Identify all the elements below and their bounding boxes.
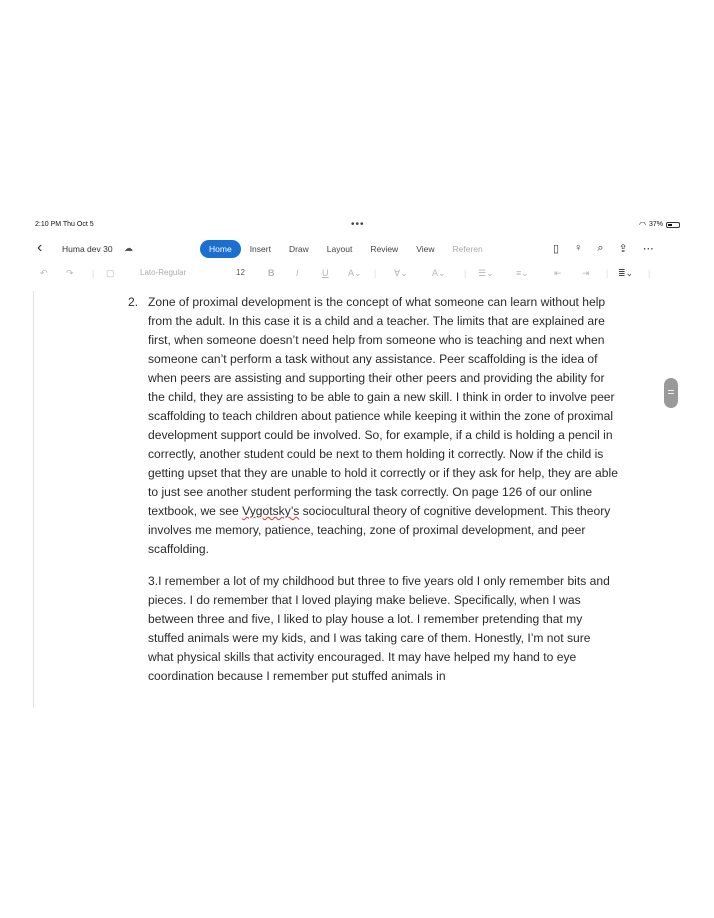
ribbon-divider: | bbox=[92, 268, 95, 278]
bold-icon[interactable]: B bbox=[268, 268, 275, 278]
format-ribbon bbox=[0, 265, 714, 285]
tab-review[interactable]: Review bbox=[370, 244, 399, 254]
scroll-handle[interactable] bbox=[664, 378, 678, 408]
toolbar-icons bbox=[553, 242, 654, 255]
multitask-dots[interactable]: ••• bbox=[351, 219, 365, 230]
list-number: 2. bbox=[128, 295, 139, 309]
battery-icon bbox=[666, 222, 680, 228]
share-icon[interactable]: ⇪ bbox=[618, 243, 628, 255]
bullets-icon[interactable]: ☰⌄ bbox=[478, 268, 494, 278]
outdent-icon[interactable]: ⇥ bbox=[582, 268, 590, 278]
more-icon[interactable]: ⋯ bbox=[642, 243, 654, 255]
battery-percent: 37% bbox=[648, 221, 663, 228]
font-color-icon[interactable]: A⌄ bbox=[432, 268, 446, 278]
back-chevron-icon[interactable]: ‹ bbox=[37, 239, 43, 256]
spelling-flagged-word[interactable]: Vygotsky’s bbox=[242, 504, 300, 518]
status-right bbox=[639, 220, 680, 229]
text-effects-icon[interactable]: A⌄ bbox=[348, 268, 362, 278]
underline-icon[interactable]: U bbox=[322, 268, 329, 278]
tab-home[interactable]: Home bbox=[200, 240, 241, 258]
tab-insert[interactable]: Insert bbox=[249, 244, 271, 254]
font-size-box[interactable]: 12 bbox=[236, 268, 245, 277]
paragraph-text: sociocultural theory of cognitive development. This theory involves me memory, patience, teaching, zone of proximal development, and peer scaffolding. bbox=[148, 504, 611, 556]
numbering-icon[interactable]: ≡⌄ bbox=[516, 268, 529, 278]
cloud-sync-icon[interactable]: ☁ bbox=[124, 243, 133, 253]
redo-icon[interactable]: ↷ bbox=[66, 268, 74, 278]
status-time: 2:10 PM Thu Oct 5 bbox=[35, 221, 94, 228]
status-bar bbox=[0, 219, 714, 233]
tab-layout[interactable]: Layout bbox=[326, 244, 353, 254]
lightbulb-icon[interactable]: ♀ bbox=[574, 242, 583, 254]
mobile-view-icon[interactable]: ▯ bbox=[553, 243, 560, 255]
document-body[interactable] bbox=[128, 293, 618, 686]
search-icon[interactable]: ⌕ bbox=[597, 242, 604, 254]
italic-icon[interactable]: I bbox=[296, 268, 299, 278]
font-name-box[interactable]: Lato-Regular bbox=[140, 268, 187, 277]
paragraph-styles-icon[interactable]: ≣⌄ bbox=[618, 268, 634, 278]
undo-icon[interactable]: ↶ bbox=[40, 268, 48, 278]
page-edge bbox=[33, 291, 34, 708]
paragraph: 3.I remember a lot of my childhood but three to five years old I only remember bits and pieces. I do remember that I loved playing make believe. Specifically, when I was between three and five, I liked to play house a lot. I remember pretending that my stuffed animals were my kids, and I was taking care of them. Honestly, I’m not sure what physical skills that activity encouraged. It may have helped my hand to eye coordination because I remember put stuffed animals in bbox=[148, 574, 610, 683]
ribbon-divider: | bbox=[606, 268, 609, 278]
tab-view[interactable]: View bbox=[416, 244, 435, 254]
highlight-icon[interactable]: ∀⌄ bbox=[394, 268, 408, 278]
ribbon-divider: | bbox=[374, 268, 377, 278]
ribbon-tabs bbox=[200, 240, 492, 258]
tab-draw[interactable]: Draw bbox=[288, 244, 309, 254]
app-toolbar bbox=[0, 237, 714, 263]
indent-icon[interactable]: ⇤ bbox=[554, 268, 562, 278]
tab-references[interactable]: Referen bbox=[452, 244, 483, 254]
paragraph-text: Zone of proximal development is the concept of what someone can learn without help from the adult. In this case it is a child and a teacher. The limits that are explained are first, when someone doesn’t need help from someone who is teaching and next when someone can’t perform a task without any assistance. Peer scaffolding is the idea of when peers are assisting and supporting their other peers and providing the ability for the child, they are assisting to be able to gain a new skill. I think in order to involve peer scaffolding to teach children about patience while keeping it within the zone of proximal development support could be involved. So, for example, if a child is holding a pencil in correctly, another student could be next to them holding it correctly. Now if the child is getting upset that they are unable to hold it correctly or if they ask for help, they are able to just see another student performing the task correctly. On page 126 of our online textbook, we see bbox=[148, 295, 618, 518]
clipboard-icon[interactable]: ▢ bbox=[106, 268, 115, 278]
ribbon-divider: | bbox=[464, 268, 467, 278]
ribbon-divider: | bbox=[648, 268, 651, 278]
battery-level bbox=[668, 224, 672, 226]
wifi-icon: ◠ bbox=[639, 220, 646, 229]
document-name[interactable]: Huma dev 30 bbox=[62, 244, 113, 254]
below-document bbox=[0, 708, 714, 918]
list-item bbox=[128, 293, 618, 559]
